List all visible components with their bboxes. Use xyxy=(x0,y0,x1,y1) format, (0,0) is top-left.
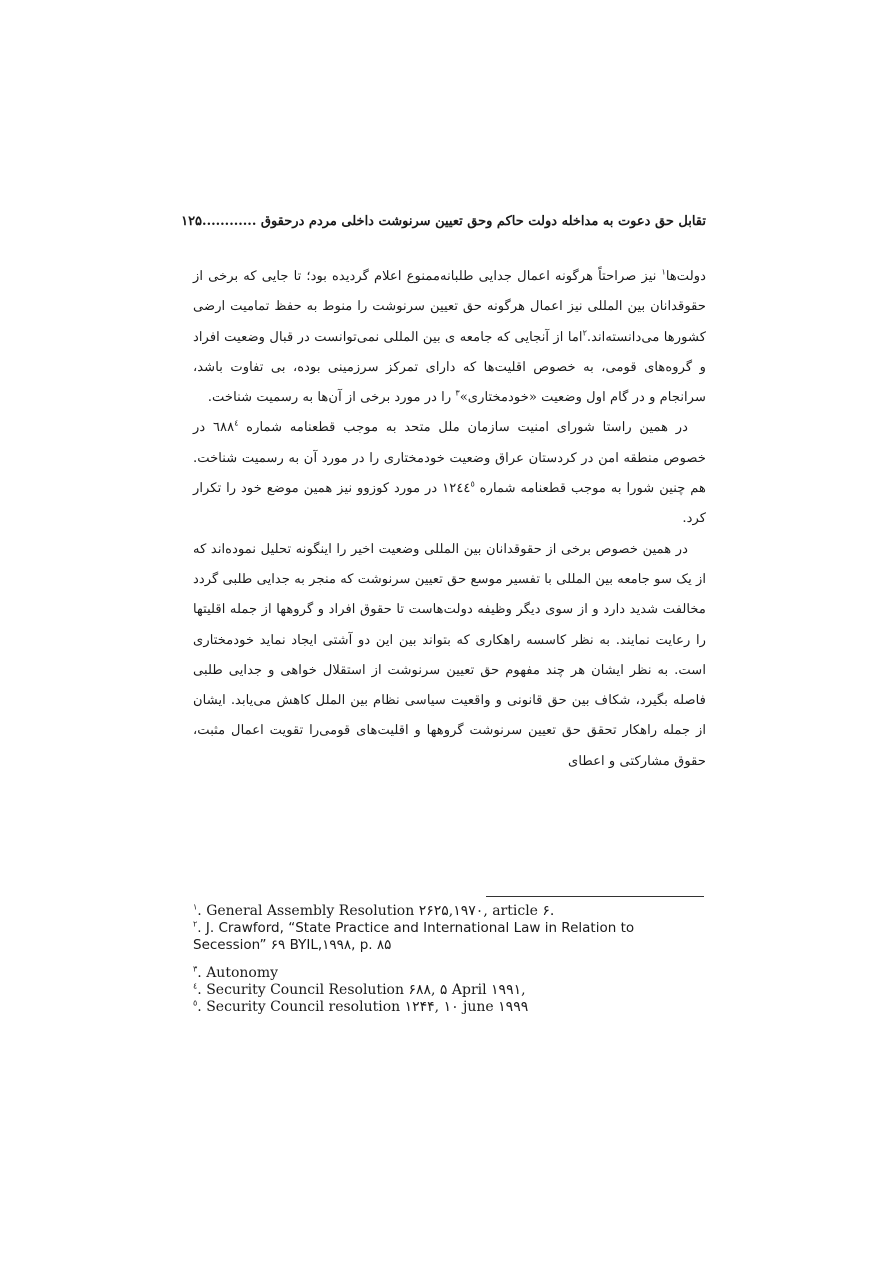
footnote-ref-1[interactable]: ۱ xyxy=(661,267,666,277)
paragraph-1 xyxy=(193,262,706,413)
footnote-4 xyxy=(193,982,706,999)
footnote-ref-2[interactable]: ۲ xyxy=(582,328,587,338)
footnote-5 xyxy=(193,999,706,1016)
paragraph-3 xyxy=(193,535,706,777)
paragraph-2 xyxy=(193,413,706,534)
footnote-5-text: . Security Council resolution ۱۲۴۴, ۱۰ june ۱۹۹۹ xyxy=(197,999,529,1015)
footnote-ref-5[interactable]: ٥ xyxy=(470,479,475,489)
footnote-3-text: . Autonomy xyxy=(197,965,279,981)
footnote-ref-3[interactable]: ۳ xyxy=(455,388,460,398)
paragraph-2-text-c: در مورد کوزوو نیز همین موضع خود را تکرار کرد. xyxy=(193,481,706,527)
paragraph-2-text-a: در همین راستا شورای امنیت سازمان ملل متحد به موجب قطعنامه شماره ٦٨٨ xyxy=(212,420,688,436)
body-text xyxy=(193,262,706,777)
footnotes xyxy=(193,903,706,1016)
paragraph-1-text-d: را در مورد برخی از آن‌ها به رسمیت شناخت. xyxy=(207,390,456,406)
footnote-3-number: ۳ xyxy=(193,964,198,974)
footnote-3 xyxy=(193,965,706,982)
paragraph-2-text-b: در خصوص منطقه امن در کردستان عراق وضعیت خودمختاری را در مورد آن به رسمیت شناخت. هم چنین شورا به موجب قطعنامه شماره ١٢٤٤ xyxy=(193,420,706,497)
footnote-gap xyxy=(193,954,706,965)
footnote-2 xyxy=(193,920,706,954)
footnote-separator xyxy=(486,896,704,897)
paragraph-1-text-b: نیز صراحتاً هرگونه اعمال جدایی طلبانه‌ممنوع اعلام گردیده بود؛ تا جایی که برخی از حقوقدانان بین المللی نیز اعمال هرگونه حق تعیین سرنوشت را منوط به حفظ تمامیت ارضی کشورها می‌دانسته‌اند. xyxy=(193,269,706,345)
footnote-5-number: ٥ xyxy=(193,998,198,1008)
footnote-2-number: ۲ xyxy=(193,919,198,929)
footnote-4-text: . Security Council Resolution ۶۸۸, ۵ April ۱۹۹۱, xyxy=(197,982,526,998)
paragraph-3-text-a: در همین خصوص برخی از حقوقدانان بین المللی وضعیت اخیر را اینگونه تحلیل نموده‌اند که از یک سو جامعه بین المللی با تفسیر موسع حق تعیین سرنوشت که منجر به جدایی طلبی گردد مخالفت شدید دارد و از سوی دیگر وظیفه دولت‌هاست تا حقوق افراد و گروهها از جمله اقلیتها را رعایت نمایند. به نظر کاسسه راهکاری که بتواند بین این دو آشتی ایجاد نماید خودمختاری است. به نظر ایشان هر چند مفهوم حق تعیین سرنوشت از استقلال خواهی و جدایی طلبی فاصله بگیرد، شکاف بین حق قانونی و واقعیت سیاسی نظام بین الملل کاهش می‌یابد. ایشان از جمله راهکار تحقق حق تعیین سرنوشت گروهها و اقلیت‌های قومی‌را تقویت اعمال مثبت، حقوق مشارکتی و اعطای xyxy=(193,541,706,769)
footnote-2-text: . J. Crawford, “State Practice and International Law in Relation to Secession” ۶۹ BYIL,۱۹۹۸, p. ۸۵ xyxy=(193,920,635,953)
running-header: تقابل حق دعوت به مداخله دولت حاکم وحق تعیین سرنوشت داخلی مردم درحقوق ............۱۲۵ xyxy=(181,214,706,229)
footnote-ref-4[interactable]: ٤ xyxy=(234,419,239,429)
footnote-1-number: ۱ xyxy=(193,902,198,912)
footnote-4-number: ٤ xyxy=(193,981,198,991)
paragraph-1-text-c: اما از آنجایی که جامعه ی بین المللی نمی‌توانست در قبال وضعیت افراد و گروه‌های قومی، به خصوص اقلیت‌ها که دارای تمرکز سرزمینی بوده، بی تفاوت باشد، سرانجام و در گام اول وضعیت «خودمختاری» xyxy=(193,329,706,406)
footnote-1-text: . General Assembly Resolution ۲۶۲۵,۱۹۷۰, article ۶. xyxy=(197,903,555,919)
footnote-1 xyxy=(193,903,706,920)
paragraph-1-text-a: دولت‌ها xyxy=(665,269,706,284)
